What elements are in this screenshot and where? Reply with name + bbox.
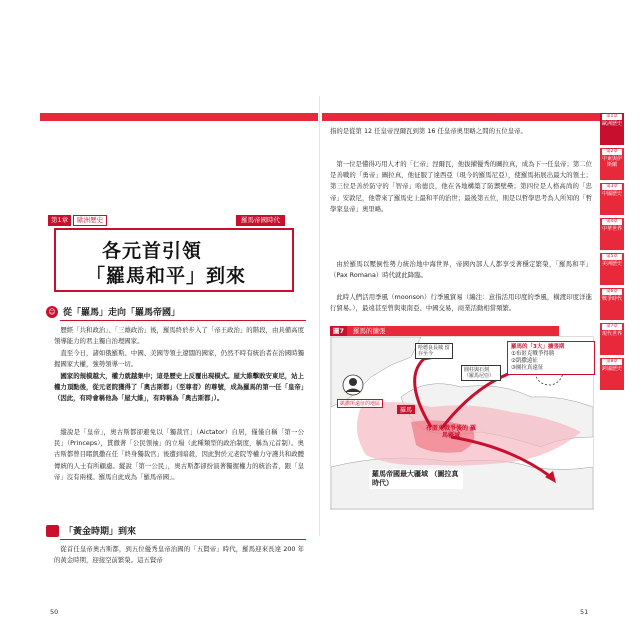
chapter-tab-label: 美洲歷史 [601,261,622,267]
chapter-tab-num: 第6章 [602,289,622,295]
section-heading-2-text: 「黃金時期」到來 [64,527,137,537]
chapter-tab-label: 中東與伊斯蘭 [601,156,622,168]
book-spine [319,96,320,536]
right-paragraph-2: 第一位是懂得巧用人才的「仁帝」涅爾瓦，他拔擢優秀的圖拉真，成為下一任皇帝；第二位是善戰的「勇帝」圖拉真，他征服了達西亞（現今的羅馬尼亞），使羅馬拓展出最大的領土；第三位是善於防守的「智帝」哈德良，他在各地構築了防禦壁壘；第四位是人格高尚的「忠帝」安敦尼，他帶來了羅馬史上最和平的治世；最後第五位，則是以哲學思考為人所知的「哲學家皇帝」奧里略。 [330,160,593,213]
right-paragraph-3: 由於羅馬以壓倒性勢力統治地中海世界，帝國內部人人都享受著穩定繁榮，「羅馬和平」（Pax Romana）時代就此降臨。 [330,260,592,280]
chapter-tab-label: 跨國歷史 [601,366,622,372]
left-paragraph-2: 直至今日，諸如俄羅斯、中國、美國等領土遼闊的國家，仍然不時有統治者在治國時獨握國家大權，強勢領導一切。 [54,349,304,369]
chapter-name: 歐洲歷史 [73,215,107,226]
chapter-tab-label: 中華世界 [601,226,622,232]
left-paragraph-3: 國家的規模越大，權力就越集中；這是歷史上反覆出現模式。屋大維擊敗安東尼，站上權力頂點後，從元老院獲得了「奧古斯都」（至尊者）的尊號，成為羅馬的第一任「皇帝」（因此，有時會稱他為「屋大維」，有時稱為「奧古斯都」）。 [54,372,304,403]
chapter-tab-num: 第8章 [602,359,622,365]
title-line-1: 各元首引領 [102,240,203,262]
figure-number: 圖7 [330,326,347,336]
chapter-tab-num: 第7章 [602,324,622,330]
map-label-core: 布匿克戰爭後的 羅馬疆域 [425,425,477,439]
figure-title: 羅馬的擴張 [347,326,559,336]
chapter-tab-label: 戰爭時代 [601,296,622,302]
chapter-tab-4[interactable] [600,218,624,250]
chapter-tab-8[interactable] [600,358,624,390]
chapter-tab-3[interactable] [600,183,624,215]
chapter-tab-label: 歐洲歷史 [601,121,622,127]
chapter-tab-7[interactable] [600,323,624,355]
right-paragraph-1: 指的是從第 12 任皇帝涅爾瓦到第 16 任皇帝奧里略之間的五位皇帝。 [330,127,527,135]
map-label-wall: 哈德良長城 留存至今 [415,343,453,359]
map-label-stone: 圓柱與石刻 （羅馬尼亞） [461,365,501,381]
section-heading-1-text: 從「羅馬」走向「羅馬帝國」 [63,308,181,318]
book-icon [46,525,59,537]
chapter-tab-1[interactable] [600,113,624,145]
person-icon: ☺ [46,306,58,318]
chapter-header [48,215,107,226]
chapter-tab-num: 第2章 [602,149,622,155]
left-paragraph-4: 縱說是「皇帝」，奧古斯都卻避免以「獨裁官」（Aictator）自居，僅僅自稱「第一公民」（Princeps），貫徹著「公民領袖」的立場（此種類型的政治制度，稱為元首制）。奧古斯都曾目睹凱撒在任「終身獨裁官」後遭到暗殺，因此對於元老院等權力守護共和政體傳統的人士有所顧慮。縱說「第一公民」，奧古斯都卻扮演著獨握權力的統治者，跟「皇帝」沒有兩樣。羅馬自此成為「羅馬帝國」。 [54,428,304,481]
chapter-tab-num: 第4章 [602,219,622,225]
title-line-2: 「羅馬和平」到來 [86,265,247,287]
chapter-tab-num: 第3章 [602,184,622,190]
chapter-tab-num: 第5章 [602,254,622,260]
map-label-caesar: 凱撒所遠征的地區 [337,399,383,408]
emperors-box-line-3: ③圖拉真遠征 [511,365,544,371]
chapter-tag: 第1章 [48,215,71,226]
section-heading-2 [46,524,136,537]
figure-label [330,326,559,336]
chapter-tab-2[interactable] [600,148,624,180]
left-page-content [40,96,318,616]
map-label-rome: 羅馬 [397,405,415,414]
left-paragraph-1: 歷經「共和政治」、「三雄政治」後，羅馬終於步入了「帝王政治」的階段，由具備高度領導能力的君主獨自治理國家。 [54,326,304,346]
title-box [54,228,294,292]
section-heading-1 [46,305,180,318]
left-paragraph-5: 從首任皇帝奧古斯都，到五位優秀皇帝治國的「五賢帝」時代，羅馬迎來長達 200 年的黃金時期，迎接空前繁榮。這五賢帝 [54,545,304,565]
chapter-tab-num: 第1章 [602,114,622,120]
section-divider-1 [60,320,306,321]
emperors-box-title: 羅馬的「3大」擴張期 [511,344,565,350]
emperors-box-line-2: ②凱撒遠征 [511,358,538,364]
section-divider-2 [60,539,306,540]
emperors-expansion-box [507,341,595,375]
chapter-tab-label: 中國歷史 [601,191,622,197]
left-page-number: 50 [50,608,59,616]
emperors-box-line-1: ①布匿克戰爭得勝 [511,351,555,357]
roman-expansion-map [330,336,594,510]
era-label: 羅馬帝國時代 [236,215,285,226]
chapter-tab-5[interactable] [600,253,624,285]
right-paragraph-4: 此時人們活用季風（moonson）行季風貿易（編注：意指活用印度的季風，橫渡印度洋進行貿易。），最遠甚至曾與東南亞、中國交易，商業活動相當頻繁。 [330,293,592,313]
chapter-tab-label: 現代世界 [601,331,622,337]
chapter-tab-6[interactable] [600,288,624,320]
right-page-number: 51 [580,608,589,616]
map-label-territory: 羅馬帝國最大疆域 （圖拉真時代） [369,469,463,489]
